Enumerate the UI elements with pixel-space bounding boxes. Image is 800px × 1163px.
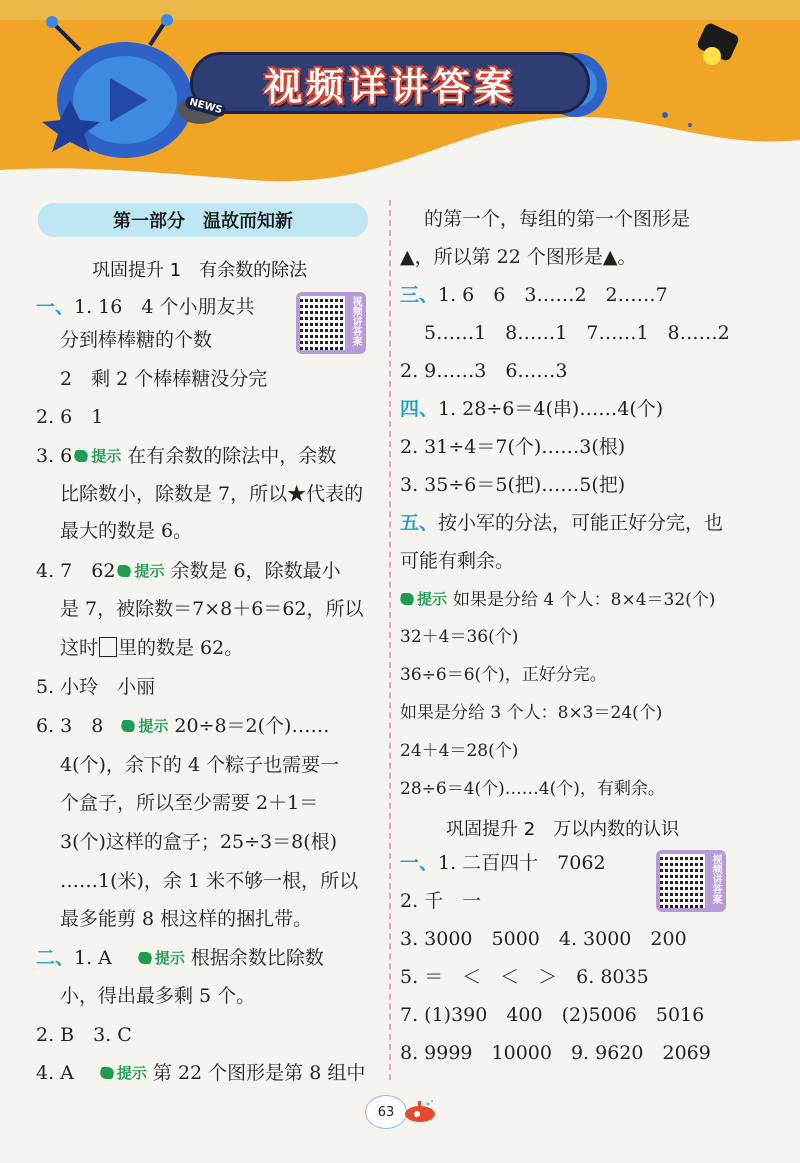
answer-text: 1. 6 6 3……2 2……7 [438,284,668,306]
answer-line: 4(个)，余下的 4 个粽子也需要一 [60,754,340,776]
question-mark: 一、 [36,296,75,318]
hint-text: 提示 [91,447,122,465]
answer-line: 个盒子，所以至少需要 2＋1＝ [60,792,319,814]
subsection-title-2: 巩固提升 2 万以内数的认识 [446,819,680,840]
submarine-icon [402,1098,438,1124]
qr-code[interactable] [656,850,726,912]
pen-icon [120,720,137,732]
answer-line: 5. 小玲 小丽 [36,676,156,698]
hint-label [138,945,185,971]
answer-line: 24＋4＝28(个) [400,741,519,761]
pen-icon [98,1067,115,1079]
answer-text: 4. A [36,1062,74,1084]
answer-line [400,510,723,536]
answer-line [398,586,715,613]
answer-line: 32＋4＝36(个) [400,627,519,647]
answer-line: 2. B 3. C [36,1024,132,1046]
answer-line [400,282,668,308]
question-mark: 一、 [400,852,439,874]
answer-line: 最多能剪 8 根这样的捆扎带。 [60,908,313,930]
hint-text: 提示 [116,1064,147,1082]
answer-line: 如果是分给 3 个人：8×3＝24(个) [400,703,663,723]
answer-line [36,1060,365,1086]
answer-line: 的第一个，每组的第一个图形是 [424,208,691,230]
hint-label [117,558,164,584]
answer-line: 2. 6 1 [36,406,104,428]
answer-text: 1. 28÷6＝4(串)……4(个) [438,398,664,420]
hint-text: 提示 [417,590,448,608]
answer-line [36,558,341,584]
answer-line: 分到棒棒糖的个数 [60,329,213,351]
answer-text: 如果是分给 4 个人：8×4＝32(个) [453,590,716,610]
pen-icon [136,952,153,964]
answer-line: 最大的数是 6。 [60,520,193,542]
answer-text: 3. 6 [36,445,73,467]
answer-line: 5……1 8……1 7……1 8……2 [424,322,730,344]
subsection-title-1: 巩固提升 1 有余数的除法 [92,260,308,281]
answer-text: 余数是 6，除数最小 [170,560,341,582]
qr-label: 视频讲答案 [710,854,721,904]
answer-text: 第 22 个图形是第 8 组中 [152,1062,366,1084]
answer-line: 36÷6＝6(个)，正好分完。 [400,665,607,685]
answer-line: 5. ＝ ＜ ＜ ＞ 6. 8035 [400,966,649,988]
answer-line [36,945,324,971]
answer-line [400,850,606,876]
answer-text: 这时 [60,637,99,659]
hint-text: 提示 [134,562,165,580]
answer-line [36,713,329,739]
answer-text: 里的数是 62。 [118,637,244,659]
hint-label [74,443,121,469]
hint-text: 提示 [154,949,185,967]
page-title: 视频详讲答案 [190,52,590,114]
hint-text: 提示 [138,717,169,735]
answer-line [400,396,663,422]
question-mark: 三、 [400,284,439,306]
answer-text: 按小军的分法，可能正好分完，也 [438,512,724,534]
answer-line: 7. (1)390 400 (2)5006 5016 [400,1004,705,1026]
answer-line [36,443,336,469]
answer-line [60,635,243,661]
answer-line: 28÷6＝4(个)……4(个)，有剩余。 [400,779,665,799]
answer-line: 小，得出最多剩 5 个。 [60,985,256,1007]
answer-line: 2. 9……3 6……3 [400,360,568,382]
empty-box-icon [99,637,117,657]
answer-line: 8. 9999 10000 9. 9620 2069 [400,1042,711,1064]
answer-line: 2. 千 一 [400,890,482,912]
column-divider [389,200,391,1080]
qr-code[interactable] [296,292,366,354]
qr-code-icon [660,854,705,908]
qr-label: 视频讲答案 [350,296,361,346]
answer-line: 可能有剩余。 [400,550,515,572]
answer-text: 1. 16 4 个小朋友共 [74,296,255,318]
pen-icon [116,565,133,577]
answer-line: 2. 31÷4＝7(个)……3(根) [400,436,626,458]
answer-text: 根据余数比除数 [190,947,324,969]
answer-line: ▲，所以第 22 个图形是▲。 [400,246,637,268]
answer-line: 2 剩 2 个棒棒糖没分完 [60,368,268,390]
question-mark: 五、 [400,512,439,534]
answer-line: 是 7，被除数＝7×8＋6＝62，所以 [60,598,364,620]
answer-line: 3. 35÷6＝5(把)……5(把) [400,474,626,496]
answer-text: 6. 3 8 [36,715,104,737]
hint-label [121,713,168,739]
news-badge: NEWS [184,95,227,118]
answer-text: 20÷8＝2(个)…… [174,715,330,737]
answer-line: 比除数小，除数是 7，所以★代表的 [60,483,364,505]
hint-label [400,586,447,612]
answer-text: 在有余数的除法中，余数 [127,445,337,467]
pen-icon [73,450,90,462]
answer-line: ……1(米)，余 1 米不够一根，所以 [60,870,359,892]
answer-line: 3(个)这样的盒子；25÷3＝8(根) [60,831,338,853]
qr-code-icon [300,296,345,350]
hint-label [100,1060,147,1086]
question-mark: 二、 [36,947,75,969]
answer-line [36,294,255,320]
pen-icon [398,593,415,605]
answer-text: 1. 二百四十 7062 [438,852,606,874]
answer-text: 4. 7 62 [36,560,116,582]
section-header: 第一部分 温故而知新 [38,203,368,237]
answer-line: 3. 3000 5000 4. 3000 200 [400,928,687,950]
page-number: 63 [365,1095,407,1129]
question-mark: 四、 [400,398,439,420]
answer-text: 1. A [74,947,112,969]
